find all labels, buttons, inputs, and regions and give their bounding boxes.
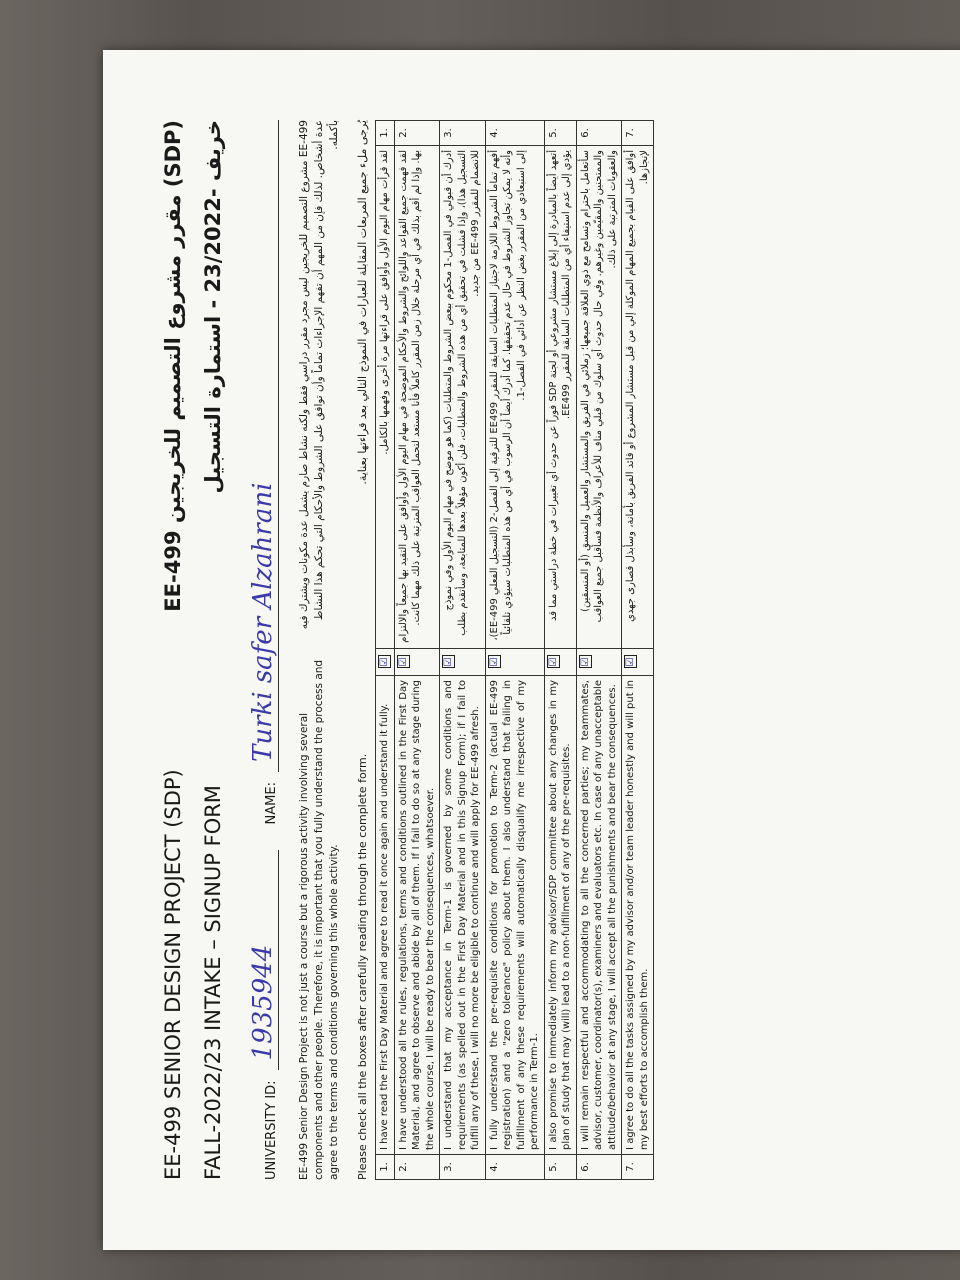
checkbox[interactable]: ☑ <box>378 656 391 669</box>
item-text-en: I fully understand the pre-requisite conditions for promotion to Term-2 (actual EE-499 registration) and a "zero tolerance" policy about them. I also understand that failing in fulfillment of any these requirements will automatically disqualify me irrespective of my performance in Term-1. <box>485 676 544 1155</box>
item-number-ar: 7. <box>622 121 654 146</box>
item-number: 2. <box>394 1155 440 1180</box>
item-number: 3. <box>440 1155 486 1180</box>
checkbox[interactable]: ☑ <box>488 656 501 669</box>
item-text-en: I understand that my acceptance in Term-1 is governed by some conditions and requirements (as spelled out in the First Day Material and in this Signup Form); if I fail to fulfill any of these, I will no more be eligible to continue and will apply for EE-499 afresh. <box>440 676 486 1155</box>
item-checkbox-cell[interactable] <box>576 649 622 676</box>
item-text-ar: أفهم تماماً الشروط اللازمة لاجتياز المتطلبات السابقة للمقرر EE499 للترقية إلى الفصل-2 (التسجيل الفعلي EE-499)، وأنه لا يمكن تجاوز الشروط في حال عدم تحقيقها. كما أدرك أيضاً أن الرسوب في أي من هذه المتطلبات سيؤدي تلقائياً إلى استبعادي من المقرر بغض النظر عن أدائي في الفصل-1. <box>485 146 544 649</box>
name-label: NAME: <box>263 782 279 825</box>
item-number: 5. <box>544 1155 576 1180</box>
item-checkbox-cell[interactable] <box>544 649 576 676</box>
university-id-field[interactable]: 1935944 <box>249 850 279 1070</box>
table-row <box>440 121 486 1180</box>
table-row <box>394 121 440 1180</box>
table-row <box>376 121 395 1180</box>
intro-ar: EE-499 مشروع التصميم للخريجين ليس مجرد مقرر دراسي فقط ولكنه نشاط صارم يشمل عدة مكونات ويشترك فيه عدة أشخاص. لذلك فإن من المهم أن تفهم الإجراءات تماماً وأن توافق على الشروط والأحكام التي تحكم هذا النشاط بأكمله. <box>297 120 341 630</box>
instruction-en: Please check all the boxes after carefully reading through the complete form. <box>356 753 370 1180</box>
item-text-en: I agree to do all the tasks assigned by my advisor and/or team leader honestly and will put in my best efforts to accomplish them. <box>622 676 654 1155</box>
item-text-en: I will remain respectful and accommodating to all the concerned parties; my teammates, advisor, customer, coordinator(s), examiners and evaluators etc. In case of any unacceptable attitude/behavior at any stage, I will accept all the punishments and bear the consequences. <box>576 676 622 1155</box>
item-text-en: I have read the First Day Material and agree to read it once again and understand it fully. <box>376 676 395 1155</box>
item-text-en: I also promise to immediately inform my advisor/SDP committee about any changes in my plan of study that may (will) lead to a non-fulfillment of any of the pre-requisites. <box>544 676 576 1155</box>
item-text-ar: أدرك أن قبولي في الفصل-1 محكوم ببعض الشروط والمتطلبات (كما هو موضح في مهام اليوم الأول وفي نموذج التسجيل هذا)، وإذا فشلت في تحقيق أي من هذه الشروط والمتطلبات، فلن أكون مؤهلاً بعدها للمتابعة، وسأتقدم بطلب للانضمام للمقرر EE-499 من جديد. <box>440 146 486 649</box>
instruction-ar: يُرجى ملء جميع المربعات المقابلة للعبارات في النموذج التالي بعد قراءتها بعناية. <box>356 120 370 485</box>
item-number: 6. <box>576 1155 622 1180</box>
intro-en: EE-499 Senior Design Project is not just a course but a rigorous activity involving several components and other people. Therefore, it is important that you fully understand the process and agree to the terms and conditions governing this whole activity. <box>297 659 341 1180</box>
item-text-en: I have understood all the rules, regulations, terms and conditions outlined in the First Day Material, and agree to observe and abide by all of them. If I fail to do so at any stage during the whole course, I will be ready to bear the consequences, whatsoever. <box>394 676 440 1155</box>
item-checkbox-cell[interactable] <box>394 649 440 676</box>
item-number: 7. <box>622 1155 654 1180</box>
item-number-ar: 6. <box>576 121 622 146</box>
table-row <box>485 121 544 1180</box>
form-title-en: EE-499 SENIOR DESIGN PROJECT (SDP) <box>161 769 185 1180</box>
table-row <box>622 121 654 1180</box>
item-text-ar: أتعهد أيضاً بالمبادرة إلى إبلاغ مستشار مشروعي أو لجنة SDP فوراً عن حدوث أي تغييرات في خطة دراستي مما قد يؤدي إلى عدم استيفاء أي من المتطلبات السابقة للمقرر EE499. <box>544 146 576 649</box>
item-text-ar: لقد فهمت جميع القواعد واللوائح والشروط والأحكام الموضحة في مهام اليوم الأول وأوافق على التقيد بها جميعاً والالتزام بها. وإذا لم أقم بذلك في أي مرحلة خلال زمن المقرر كاملاً فأنا مستعد لتحمل العواقب المترتبة على ذلك مهما كانت. <box>394 146 440 649</box>
form-title-ar: EE-499 مقرر مشروع التصميم للخريجين (SDP) <box>161 120 185 612</box>
subtitle-row <box>201 120 225 1180</box>
checkbox[interactable]: ☑ <box>624 656 637 669</box>
item-checkbox-cell[interactable] <box>622 649 654 676</box>
item-checkbox-cell[interactable] <box>440 649 486 676</box>
signup-form-sheet <box>103 50 960 1250</box>
name-field[interactable]: Turki safer Alzahrani <box>249 120 279 772</box>
university-id-label: UNIVERSITY ID: <box>263 1080 279 1180</box>
item-number-ar: 2. <box>394 121 440 146</box>
item-number: 4. <box>485 1155 544 1180</box>
item-text-ar: أوافق على القيام بجميع المهام الموكلة إلي من قبل مستشار المشروع أو قائد الفريق بأمانة، وسأبذل قصارى جهدي لإنجازها. <box>622 146 654 649</box>
checkbox[interactable]: ☑ <box>547 656 560 669</box>
checkbox[interactable]: ☑ <box>397 656 410 669</box>
checkbox[interactable]: ☑ <box>442 656 455 669</box>
intro-paragraph <box>297 120 343 1180</box>
item-number: 1. <box>376 1155 395 1180</box>
item-text-ar: سأتعامل باحترام وتسامح مع ذوي العلاقة جميعها؛ زملائي في الفريق والمستشار والعميل والمنسق (أو المنسقين) والممتحنين والمقيّمين وغيرهم. وفي حال حدوث أي سلوك من قبلي مناف للأعراف والأنظمة فسأقبل جميع العواقب والعقوبات المترتبة على ذلك. <box>576 146 622 649</box>
item-checkbox-cell[interactable] <box>485 649 544 676</box>
checkbox[interactable]: ☑ <box>579 656 592 669</box>
form-subtitle-en: FALL-2022/23 INTAKE – SIGNUP FORM <box>201 785 225 1180</box>
item-checkbox-cell[interactable] <box>376 649 395 676</box>
item-text-ar: لقد قرأت مهام اليوم الأول وأوافق على قراءتها مرة أخرى وفهمها بالكامل. <box>376 146 395 649</box>
item-number-ar: 1. <box>376 121 395 146</box>
identity-row <box>249 120 279 1180</box>
item-number-ar: 5. <box>544 121 576 146</box>
form-subtitle-ar: خريف -23/2022 - استمارة التسجيل <box>201 120 225 494</box>
agreement-table <box>375 120 654 1180</box>
table-row <box>576 121 622 1180</box>
item-number-ar: 3. <box>440 121 486 146</box>
table-row <box>544 121 576 1180</box>
title-row <box>161 120 185 1180</box>
item-number-ar: 4. <box>485 121 544 146</box>
instruction-row <box>356 120 369 1180</box>
